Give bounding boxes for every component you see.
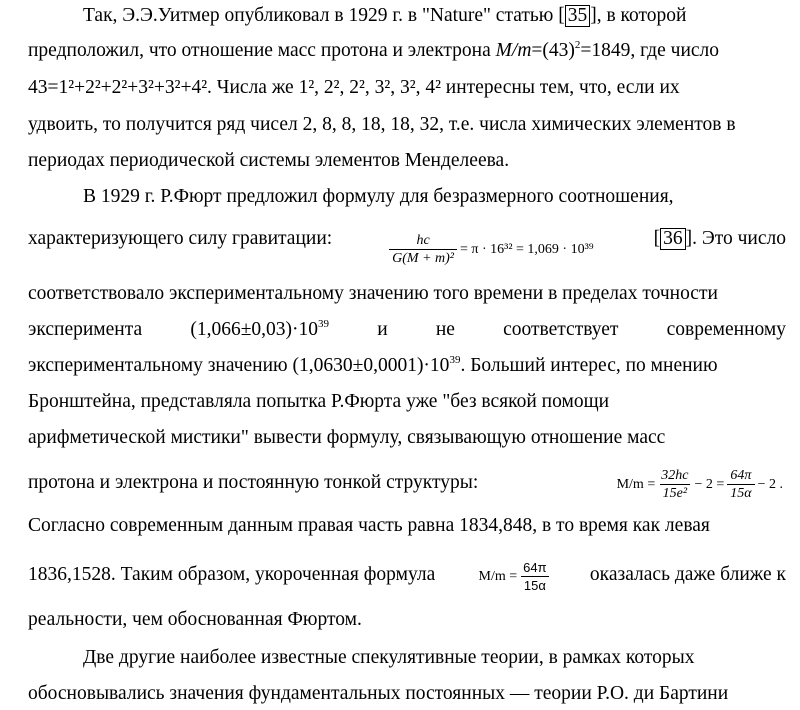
text: периодах периодической системы элементов Менделеева. bbox=[28, 150, 510, 171]
text: (1,066±0,03)·10 bbox=[190, 319, 319, 340]
text: . Больший интерес, по мнению bbox=[460, 355, 718, 376]
text: Бронштейна, представляла попытка Р.Фюрта уже "без всякой помощи bbox=[28, 391, 610, 412]
text: современному bbox=[666, 319, 786, 340]
text-line bbox=[28, 317, 786, 343]
superscript: 2 bbox=[574, 39, 581, 51]
fraction-denominator: 15e² bbox=[660, 484, 690, 502]
formula-lhs: M/m = bbox=[616, 476, 656, 492]
text-line bbox=[28, 513, 786, 539]
text: характеризующего силу гравитации: bbox=[28, 228, 333, 249]
text-line bbox=[28, 112, 786, 138]
text: ]. Это число bbox=[685, 228, 786, 249]
text-line bbox=[28, 645, 786, 671]
text: Так, Э.Э.Уитмер опубликовал в 1929 г. в "Nature" статью [ bbox=[83, 5, 565, 26]
text-line bbox=[28, 607, 786, 633]
fraction-numerator: 64π bbox=[523, 560, 547, 575]
text: обосновывались значения фундаментальных постоянных — теории Р.О. ди Бартини bbox=[28, 683, 729, 704]
text: В 1929 г. Р.Фюрт предложил формулу для безразмерного соотношения, bbox=[83, 186, 674, 207]
formula-lhs: M/m = bbox=[478, 568, 518, 584]
text: арифметической мистики" вывести формулу, связывающую отношение масс bbox=[28, 427, 666, 448]
fraction-denominator: 15α bbox=[521, 576, 549, 594]
math-symbol: M/m bbox=[495, 40, 532, 61]
text: ], в которой bbox=[590, 5, 687, 26]
fraction-numerator: 64π bbox=[730, 468, 752, 483]
text: [ bbox=[653, 228, 661, 249]
text-line bbox=[28, 559, 786, 594]
text: оказалась даже ближе к bbox=[589, 563, 786, 585]
fraction-denominator: 15α bbox=[727, 484, 754, 502]
text-line bbox=[28, 148, 786, 174]
text: эксперимента bbox=[28, 319, 143, 340]
formula-rhs: = π · 16³² = 1,069 · 10³⁹ bbox=[460, 241, 594, 257]
formula-operator: − 2 . bbox=[757, 476, 783, 492]
text-line bbox=[28, 353, 786, 379]
text-line bbox=[28, 281, 786, 307]
formula-short bbox=[476, 559, 550, 594]
text-line bbox=[28, 425, 786, 451]
text: экспериментальному значению (1,0630±0,0001)·10 bbox=[28, 355, 450, 376]
text: реальности, чем обоснованная Фюртом. bbox=[28, 609, 362, 630]
text: Две другие наиболее известные спекулятивные теории, в рамках которых bbox=[83, 647, 695, 668]
text: =1849, где число bbox=[580, 40, 720, 61]
text-line bbox=[28, 467, 786, 502]
text-line bbox=[28, 226, 786, 267]
text: 1836,1528. Таким образом, укороченная формула bbox=[28, 563, 436, 585]
text: 43=1²+2²+2²+3²+3²+4². Числа же 1², 2², 2², 3², 3², 4² интересны тем, что, если их bbox=[28, 77, 680, 98]
fraction-denominator: G(M + m)² bbox=[389, 249, 457, 267]
text-line bbox=[28, 389, 786, 415]
fraction-numerator: 32hc bbox=[661, 468, 689, 483]
text: и bbox=[377, 319, 388, 340]
superscript: 39 bbox=[318, 318, 330, 330]
text: Согласно современным данным правая часть равна 1834,848, в то время как левая bbox=[28, 515, 710, 536]
text: протона и электрона и постоянную тонкой структуры: bbox=[28, 471, 479, 493]
text-line bbox=[28, 681, 786, 707]
text: соответствует bbox=[503, 319, 619, 340]
formula-gravity bbox=[389, 232, 597, 267]
text: удвоить, то получится ряд чисел 2, 8, 8, 18, 18, 32, т.е. числа химических элементов в bbox=[28, 114, 736, 135]
text-line bbox=[28, 3, 786, 29]
formula-mass-ratio bbox=[614, 467, 786, 502]
text-line bbox=[28, 75, 786, 101]
formula-operator: − 2 = bbox=[694, 476, 725, 492]
citation-ref[interactable]: 36 bbox=[660, 228, 686, 250]
fraction-numerator: hc bbox=[416, 233, 430, 248]
text: не bbox=[435, 319, 455, 340]
text-line bbox=[28, 184, 786, 210]
superscript: 39 bbox=[449, 354, 461, 366]
text: соответствовало экспериментальному значению того времени в пределах точности bbox=[28, 283, 718, 304]
citation-ref[interactable]: 35 bbox=[565, 5, 591, 27]
text: =(43) bbox=[531, 40, 575, 61]
text: предположил, что отношение масс протона и электрона bbox=[28, 40, 491, 61]
text-line bbox=[28, 38, 786, 64]
